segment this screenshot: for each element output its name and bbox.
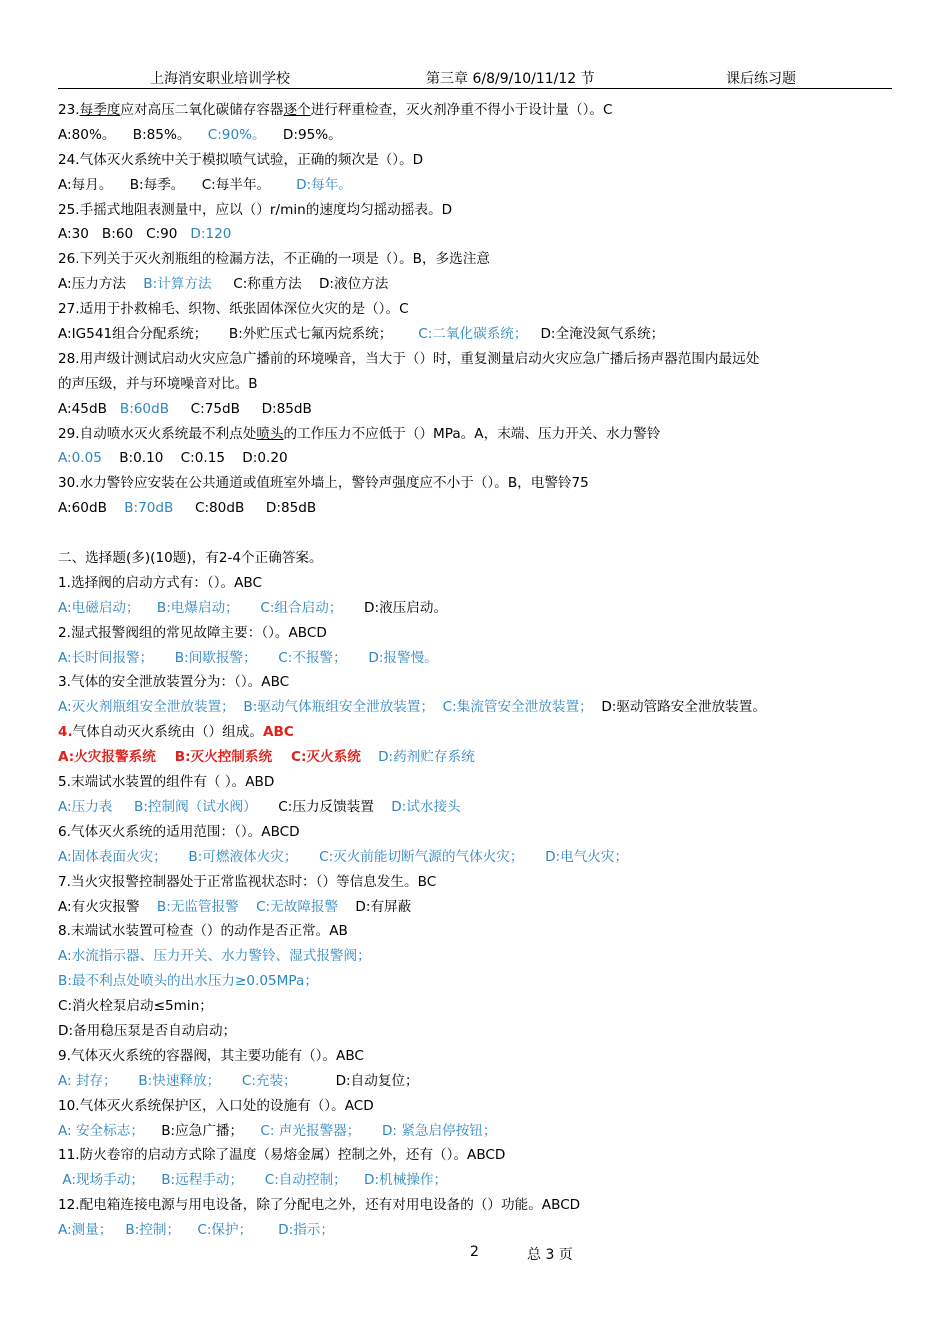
line-text: D:液位方法 <box>301 276 389 293</box>
answer-option: A:0.05 <box>58 450 102 467</box>
line-text: D:自动复位； <box>296 1072 419 1089</box>
answer-option: B:驱动气体瓶组安全泄放装置； <box>234 699 435 716</box>
answer-option: C:不报警； <box>256 649 347 666</box>
text-line <box>58 969 898 994</box>
line-text: D:85dB <box>239 400 312 417</box>
line-text: A:有火灾报警 <box>58 898 140 915</box>
answer-option: B:灭火控制系统 <box>155 749 273 766</box>
answer-option: C:充装； <box>220 1072 297 1089</box>
question-list <box>58 98 898 1243</box>
line-text: D:备用稳压泵是否自动启动； <box>58 1022 237 1039</box>
answer-option: C:灭火系统 <box>272 749 361 766</box>
text-line <box>58 695 898 720</box>
line-text: C:80dB <box>173 500 245 517</box>
page-number: 2 <box>470 1244 479 1260</box>
line-text: D:有屏蔽 <box>338 898 412 915</box>
answer-option: D:每年。 <box>270 176 352 193</box>
line-text: 8.末端试水装置可检查（）的动作是否正常。AB <box>58 923 348 940</box>
line-text: C:压力反馈装置 <box>256 798 374 815</box>
answer-option: D: 紧急启停按钮； <box>360 1122 497 1139</box>
answer-option: A: 封存； <box>58 1072 117 1089</box>
answer-option: C:灭火前能切断气源的气体火灾； <box>297 848 524 865</box>
text-line <box>58 198 898 223</box>
answer-option: D:120 <box>177 226 232 243</box>
line-text: A:压力方法 <box>58 276 127 293</box>
line-text: 3.气体的安全泄放装置分为：（）。ABC <box>58 674 290 691</box>
line-text: 每季度 <box>79 102 121 118</box>
answer-option: C:自动控制； <box>243 1172 347 1189</box>
answer-option: C:90%。 <box>190 126 266 143</box>
line-text: 28.用声级计测试启动火灾应急广播前的环境噪音，当大于（）时，重复测量启动火灾应急广播后扬声器范围内最远处 <box>58 350 760 367</box>
answer-option: A:水流指示器、压力开关、水力警铃、湿式报警阀； <box>58 948 371 965</box>
text-line <box>58 446 898 471</box>
line-text: 26.下列关于灭火剂瓶组的检漏方法，不正确的一项是（）。B，多选注意 <box>58 251 490 268</box>
answer-option: A: 安全标志； <box>58 1122 144 1139</box>
line-text: 12.配电箱连接电源与用电设备，除了分配电之外，还有对用电设备的（）功能。ABCD <box>58 1197 581 1214</box>
text-line <box>58 720 898 745</box>
answer-option: A:火灾报警系统 <box>58 749 156 766</box>
line-text: 29.自动喷水灭火系统最不利点处 <box>58 425 257 442</box>
text-line <box>58 546 898 571</box>
line-text: D:液压启动。 <box>342 599 448 616</box>
answer-option: B:可燃液体火灾； <box>166 848 298 865</box>
text-line <box>58 944 898 969</box>
answer-option: C:组合启动； <box>238 599 343 616</box>
text-line <box>58 422 898 447</box>
line-text: D:85dB <box>244 500 317 517</box>
text-line <box>58 148 898 173</box>
answer-option: B:控制； <box>112 1222 181 1239</box>
text-line <box>58 1069 898 1094</box>
answer-option: B:计算方法 <box>126 276 212 293</box>
text-line <box>58 98 898 123</box>
answer-option: B:间歇报警； <box>153 649 257 666</box>
text-line <box>58 621 898 646</box>
answer-option: A:电磁启动； <box>58 599 140 616</box>
line-text: B:0.10 <box>101 450 164 467</box>
text-line <box>58 222 898 247</box>
text-line <box>58 670 898 695</box>
header-school: 上海消安职业培训学校 <box>150 71 290 87</box>
answer-option: B:控制阀（试水阀） <box>112 798 257 815</box>
line-text: 的工作压力不应低于（）MPa。A，末端、压力开关、水力警铃 <box>283 425 661 442</box>
answer-option: A:灭火剂瓶组安全泄放装置； <box>58 699 235 716</box>
answer-option: A:长时间报警； <box>58 649 154 666</box>
text-line <box>58 247 898 272</box>
line-text: 二、选择题(多)(10题)，有2-4个正确答案。 <box>58 550 323 567</box>
line-text: D:95%。 <box>265 126 342 143</box>
line-text: C:75dB <box>169 400 240 417</box>
line-text: 10.气体灭火系统保护区，入口处的设施有（）。ACD <box>58 1097 374 1114</box>
line-text: B:应急广播； <box>143 1122 244 1139</box>
line-text: 25.手摇式地阻表测量中，应以（）r/min的速度均匀摇动摇表。D <box>58 201 453 218</box>
line-text: A:IG541组合分配系统； <box>58 326 208 343</box>
line-text: 7.当火灾报警控制器处于正常监视状态时：（）等信息发生。BC <box>58 873 437 890</box>
line-text: 9.气体灭火系统的容器阀，其主要功能有（）。ABC <box>58 1047 364 1064</box>
text-line <box>58 1193 898 1218</box>
answer-option: A:固体表面火灾； <box>58 848 167 865</box>
line-text: 应对高压二氧化碳储存容器 <box>120 102 284 118</box>
blank-line <box>58 521 898 546</box>
answer-option: C:保护； <box>180 1222 253 1239</box>
text-line <box>58 1143 898 1168</box>
answer-option: A:压力表 <box>58 798 113 815</box>
answer-option: B:快速释放； <box>116 1072 221 1089</box>
line-text: B:每季。 <box>112 176 185 193</box>
line-text: B:60 <box>88 226 134 243</box>
text-line <box>58 1168 898 1193</box>
answer-option: 4. <box>58 724 73 741</box>
answer-option: D:指示； <box>252 1222 334 1239</box>
answer-option: D:药剂贮存系统 <box>360 749 475 766</box>
answer-option: D:报警慢。 <box>346 649 438 666</box>
text-line <box>58 820 898 845</box>
line-text: 气体自动灭火系统由（）组成。 <box>72 724 263 741</box>
line-text: 24.气体灭火系统中关于模拟喷气试验，正确的频次是（）。D <box>58 151 424 168</box>
line-text: 喷头 <box>256 425 284 442</box>
line-text: 2.湿式报警阀组的常见故障主要：（）。ABCD <box>58 624 327 641</box>
header-chapter: 第三章 6/8/9/10/11/12 节 <box>426 71 595 87</box>
answer-option: D:机械操作； <box>346 1172 448 1189</box>
text-line <box>58 745 898 770</box>
text-line <box>58 471 898 496</box>
text-line <box>58 397 898 422</box>
text-line <box>58 272 898 297</box>
line-text: 进行秤重检查，灭火剂净重不得小于设计量（）。C <box>310 102 613 118</box>
line-text: D:驱动管路安全泄放装置。 <box>592 699 766 716</box>
text-line <box>58 646 898 671</box>
text-line <box>58 795 898 820</box>
line-text: B:外贮压式七氟丙烷系统； <box>207 326 393 343</box>
answer-option: B:无监管报警 <box>139 898 239 915</box>
answer-option: C:二氧化碳系统； <box>392 326 528 343</box>
answer-option: B:70dB <box>106 500 174 517</box>
line-text: 的声压级，并与环境噪音对比。B <box>58 375 258 392</box>
answer-option: B:远程手动； <box>143 1172 244 1189</box>
answer-option: B:最不利点处喷头的出水压力≥0.05MPa； <box>58 973 318 990</box>
text-line <box>58 1094 898 1119</box>
answer-option: C:无故障报警 <box>238 898 339 915</box>
line-text: 6.气体灭火系统的适用范围：（）。ABCD <box>58 823 300 840</box>
text-line <box>58 496 898 521</box>
answer-option: C: 声光报警器； <box>243 1122 361 1139</box>
text-line <box>58 173 898 198</box>
answer-option: D:电气火灾； <box>523 848 629 865</box>
text-line <box>58 596 898 621</box>
line-text: A:45dB <box>58 400 107 417</box>
page-total: 总 3 页 <box>527 1247 573 1263</box>
line-text: C:每半年。 <box>184 176 271 193</box>
page-header <box>58 66 892 89</box>
text-line <box>58 1218 898 1243</box>
answer-option: B:电爆启动； <box>139 599 239 616</box>
line-text: A:30 <box>58 226 89 243</box>
line-text: D:全淹没氮气系统； <box>527 326 665 343</box>
text-line <box>58 845 898 870</box>
text-line <box>58 297 898 322</box>
text-line <box>58 571 898 596</box>
line-text: B:85%。 <box>115 126 191 143</box>
line-text: C:90 <box>133 226 178 243</box>
text-line <box>58 994 898 1019</box>
line-text: C:消火栓泵启动≤5min； <box>58 998 213 1015</box>
text-line <box>58 895 898 920</box>
line-text: 逐个 <box>283 102 311 118</box>
line-text: 1.选择阀的启动方式有：（）。ABC <box>58 574 262 591</box>
text-line <box>58 1019 898 1044</box>
line-text: A:60dB <box>58 500 107 517</box>
line-text: C:称重方法 <box>211 276 302 293</box>
line-text: 11.防火卷帘的启动方式除了温度（易熔金属）控制之外，还有（）。ABCD <box>58 1147 506 1164</box>
line-text: A:80%。 <box>58 126 116 143</box>
line-text: 5.末端试水装置的组件有（ ）。ABD <box>58 774 275 791</box>
answer-option: D:试水接头 <box>373 798 461 815</box>
text-line <box>58 372 898 397</box>
text-line <box>58 1119 898 1144</box>
answer-option: A:现场手动； <box>58 1172 144 1189</box>
text-line <box>58 347 898 372</box>
header-section: 课后练习题 <box>726 71 796 87</box>
line-text: 27.适用于扑救棉毛、织物、纸张固体深位火灾的是（）。C <box>58 301 409 318</box>
answer-option: ABC <box>262 724 294 741</box>
line-text: D:0.20 <box>225 450 288 467</box>
line-text: A:每月。 <box>58 176 113 193</box>
line-text: C:0.15 <box>163 450 226 467</box>
text-line <box>58 770 898 795</box>
answer-option: C:集流管安全泄放装置； <box>434 699 593 716</box>
text-line <box>58 1044 898 1069</box>
line-text: 30.水力警铃应安装在公共通道或值班室外墙上，警铃声强度应不小于（）。B，电警铃75 <box>58 475 589 492</box>
answer-option: B:60dB <box>106 400 170 417</box>
answer-option: A:测量； <box>58 1222 113 1239</box>
text-line <box>58 322 898 347</box>
line-text: 23. <box>58 102 80 118</box>
text-line <box>58 123 898 148</box>
text-line <box>58 870 898 895</box>
text-line <box>58 919 898 944</box>
